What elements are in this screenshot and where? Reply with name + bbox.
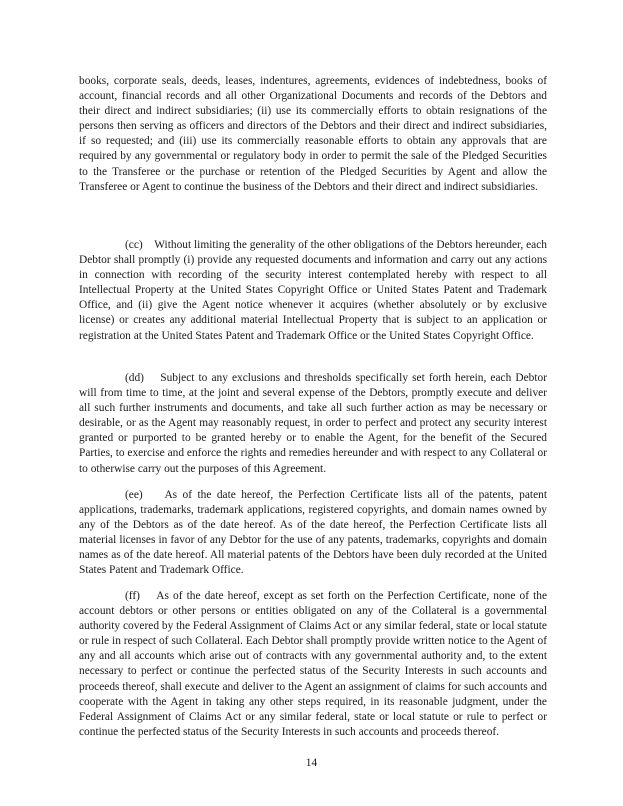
page-number: 14 bbox=[305, 757, 318, 769]
paragraph-ff: (ff) As of the date hereof, except as set forth on the Perfection Certificate, none of the account debtors or other persons or entities obligated on any of the Collateral is a governmental authority covered by the Federal Assignment of Claims Act or any similar federal, state or local statute or rule in respect of such Collateral. Each Debtor shall promptly provide written notice to the Agent of any and all accounts which arise out of contracts with any governmental authority and, to the extent necessary to perfect or continue the perfected status of the Security Interests in such accounts and proceeds thereof, shall execute and deliver to the Agent an assignment of claims for such accounts and cooperate with the Agent in taking any other steps required, in its reasonable judgment, under the Federal Assignment of Claims Act or any similar federal, state or local statute or rule to perfect or continue the perfected status of the Security Interests in such accounts and proceeds thereof. bbox=[79, 590, 547, 738]
paragraph-continuation: books, corporate seals, deeds, leases, indentures, agreements, evidences of indebtedness, books of account, financial records and all other Organizational Documents and records of the Debtors and their direct and indirect subsidiaries; (ii) use its commercially efforts to obtain resignations of the persons then serving as officers and directors of the Debtors and their direct and indirect subsidiaries, if so requested; and (iii) use its commercially reasonable efforts to obtain any approvals that are required by any governmental or regulatory body in order to permit the sale of the Pledged Securities to the Transferee or the purchase or retention of the Pledged Securities by Agent and allow the Transferee or Agent to continue the business of the Debtors and their direct and indirect subsidiaries. bbox=[79, 75, 547, 193]
paragraph-dd: (dd) Subject to any exclusions and thresholds specifically set forth herein, each Debtor will from time to time, at the joint and several expense of the Debtors, promptly execute and deliver all such further instruments and documents, and take all such further action as may be necessary or desirable, or as the Agent may reasonably request, in order to perfect and protect any security interest granted or purported to be granted hereby or to enable the Agent, for the benefit of the Secured Parties, to exercise and enforce the rights and remedies hereunder and with respect to any Collateral or to otherwise carry out the purposes of this Agreement. bbox=[79, 372, 547, 475]
paragraph-ee: (ee) As of the date hereof, the Perfection Certificate lists all of the patents, patent applications, trademarks, trademark applications, registered copyrights, and domain names owned by any of the Debtors as of the date hereof. As of the date hereof, the Perfection Certificate lists all material licenses in favor of any Debtor for the use of any patents, trademarks, copyrights and domain names as of the date hereof. All material patents of the Debtors have been duly recorded at the United States Patent and Trademark Office. bbox=[79, 489, 547, 577]
paragraph-cc: (cc) Without limiting the generality of the other obligations of the Debtors hereunder, each Debtor shall promptly (i) provide any requested documents and information and carry out any actions in connection with recording of the security interest contemplated hereby with respect to all Intellectual Property at the United States Copyright Office or United States Patent and Trademark Office, and (ii) give the Agent notice whenever it acquires (whether absolutely or by exclusive license) or creates any additional material Intellectual Property that is subject to an application or registration at the United States Patent and Trademark Office or the United States Copyright Office. bbox=[79, 239, 547, 342]
